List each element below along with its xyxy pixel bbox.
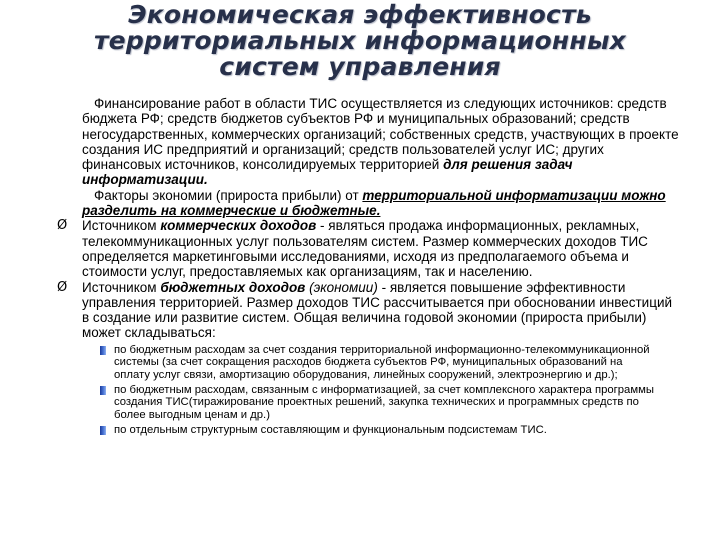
factors-emphasis: территориальной информатизации можно разделить на коммерческие и бюджетные.: [82, 187, 666, 219]
slide-title: [0, 2, 720, 80]
title-line-1: Экономическая эффективность: [128, 0, 592, 29]
subitem-text: по бюджетным расходам за счет создания территориальной информационно-телекоммуникационной системы (за счет сокращения расходов бюджета субъектов РФ, муниципальных образований на оплату услуг связи, амортизацию оборудования, линейных сооружений, электроэнергию и др.);: [114, 343, 650, 381]
factors-prefix: Факторы экономии (прироста прибыли) от: [94, 187, 363, 203]
subitem: [114, 424, 659, 436]
title-line-2: территориальных информационных: [93, 26, 626, 55]
bullet-commercial: [57, 218, 682, 280]
subitem: [114, 344, 659, 381]
bullet-text: - является повышение эффективности управления территорией. Размер доходов ТИС рассчитывается при обосновании инвестиций в создание или развитие систем. Общая величина годовой экономии (прироста прибыли) может складываться:: [82, 279, 673, 341]
intro-italic-tail: для решения задач информатизации.: [82, 157, 573, 188]
factors-paragraph: [82, 188, 682, 219]
square-bullet-icon: [100, 346, 106, 355]
bullet-text: - являться продажа информационных, рекламных, телекоммуникационных услуг пользователям систем. Размер коммерческих доходов ТИС определяется маркетинговыми исследованиями, исходя из предполагаемого объема и стоимости услуг, предоставляемых как организациям, так и населению.: [82, 218, 648, 280]
bullet-lead: Источником: [82, 218, 161, 234]
subitem-text: по отдельным структурным составляющим и функциональным подсистемам ТИС.: [114, 424, 547, 437]
intro-text: Финансирование работ в области ТИС осуществляется из следующих источников: средств бюджета РФ; средств бюджетов субъектов РФ и муниципальных образований; средств негосударственных, коммерческих организаций; собственных средств, участвующих в проекте создания ИС предприятий и организаций; средств пользователей услуг ИС; других финансовых источников, консолидируемых территорией: [82, 96, 679, 173]
bullet-emphasis: бюджетных доходов: [160, 279, 306, 295]
square-bullet-icon: [100, 426, 106, 435]
arrow-bullet-icon: Ø: [57, 279, 68, 295]
arrow-bullet-icon: Ø: [57, 218, 68, 234]
bullet-paren: (экономии): [305, 279, 378, 295]
bullet-budget: [57, 279, 682, 341]
subitem: [114, 384, 659, 421]
slide-body: [57, 96, 682, 437]
subitem-text: по бюджетным расходам, связанным с информатизацией, за счет комплексного характера программы создания ТИС(тиражирование проектных решений, закупка технических и программных средств по более выгодным ценам и др.): [114, 383, 654, 421]
bullet-emphasis: коммерческих доходов: [160, 218, 317, 234]
bullet-lead: Источником: [82, 279, 161, 295]
intro-paragraph: [82, 96, 682, 188]
title-line-3: систем управления: [219, 52, 501, 81]
square-bullet-icon: [100, 386, 106, 395]
